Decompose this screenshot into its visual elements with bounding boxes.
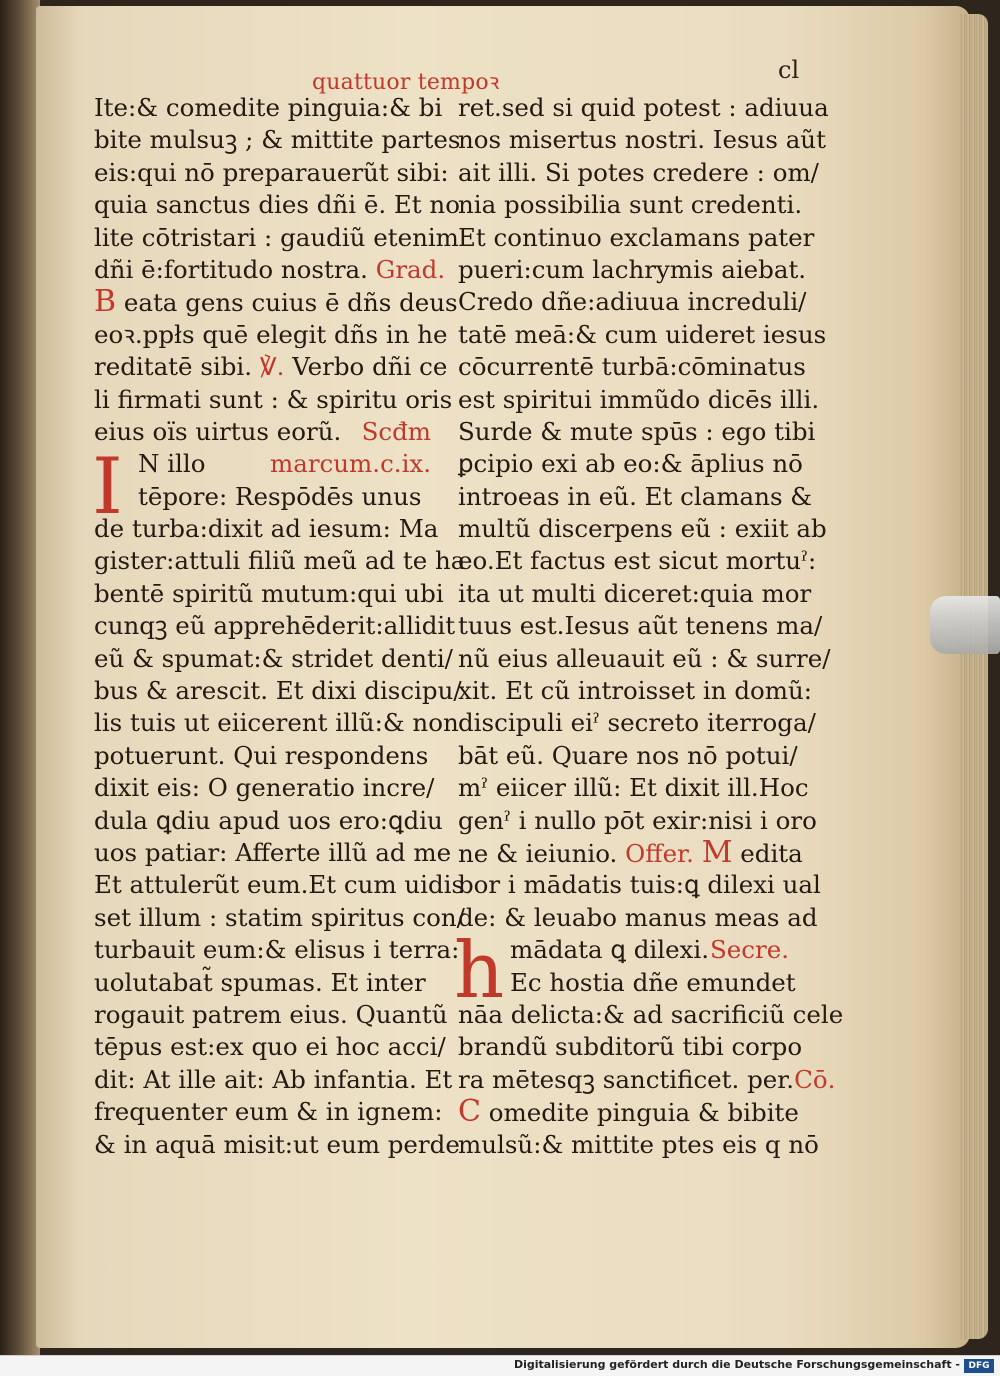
text-line: nāa delicta:& ad sacrificiũ cele	[458, 999, 844, 1029]
footer-credit: Digitalisierung gefördert durch die Deutsche Forschungsgemeinschaft -	[513, 1358, 960, 1371]
text-line	[94, 416, 439, 448]
text-line: brandũ subditorũ tibi corpo	[458, 1032, 803, 1062]
text-line	[94, 284, 458, 320]
text-line: dit: At ille ait: Ab infantia. Et	[94, 1064, 453, 1094]
text-line: lite cōtristari : gaudiũ etenim	[94, 222, 459, 252]
text-line: Surde & mute spūs : ego tibi	[458, 416, 816, 446]
text-line: eis:qui nō preparauerũt sibi:	[94, 157, 449, 187]
text-line: pueri:cum lachrymis aiebat.	[458, 254, 807, 284]
initial-c: C	[458, 1094, 481, 1130]
text-line: dixit eis: O generatio incre/	[94, 773, 435, 803]
text-line	[458, 1064, 836, 1096]
text-line: set illum : statim spiritus con/	[94, 902, 465, 932]
text-line: rogauit patrem eius. Quantũ	[94, 999, 448, 1029]
text-line: mˀ eiicer illũ: Et dixit ill.Hoc	[458, 773, 809, 803]
left-column	[94, 92, 466, 1161]
text-span: Verbo dñi ce	[292, 352, 448, 382]
text-line: & in aquā misit:ut eum perde	[94, 1129, 460, 1159]
text-line	[458, 934, 798, 966]
rubric-grad: Grad.	[375, 254, 446, 284]
text-line: li firmati sunt : & spiritu oris	[94, 384, 453, 414]
left-page-edge	[0, 0, 40, 1355]
text-line: xit. Et cũ introisset in domũ:	[458, 676, 813, 706]
right-column	[458, 92, 844, 1161]
book-clip	[930, 596, 1000, 654]
text-line: multũ discerpens eũ : exiit ab	[458, 514, 827, 544]
text-line: eũ & spumat:& stridet denti/	[94, 643, 453, 673]
text-line: discipuli eiˀ secreto iterroga/	[458, 708, 816, 738]
text-line: mulsũ:& mittite ptes eis q nō	[458, 1129, 819, 1159]
verse-mark: ℣.	[259, 352, 285, 382]
text-line: uolutabat̃ spumas. Et inter	[94, 967, 426, 997]
text-span: dñi ē:fortitudo nostra.	[94, 254, 368, 284]
text-line: ret.sed si quid potest : adiuua	[458, 93, 829, 122]
text-line: frequenter eum & in ignem:	[94, 1097, 443, 1127]
text-line: bāt eũ. Quare nos nō potui/	[458, 740, 798, 770]
text-line	[94, 448, 439, 480]
initial-h: h	[454, 926, 505, 1016]
text-span: ra mētesqꝫ sanctificet. per.	[458, 1064, 795, 1094]
text-line: introeas in eũ. Et clamans &	[458, 481, 813, 511]
initial-b: B	[94, 284, 117, 320]
rubric-marcum: marcum.c.ix.	[270, 449, 432, 479]
text-line: gister:attuli filiũ meũ ad te ha	[94, 546, 466, 576]
text-span: reditatē sibi.	[94, 352, 253, 382]
text-line: tēpore: Respōdēs unus	[138, 481, 422, 511]
text-line: bus & arescit. Et dixi discipu/	[94, 676, 462, 706]
text-line: ait illi. Si potes credere : om/	[458, 157, 819, 187]
folio-number: cl	[778, 56, 800, 84]
text-line	[94, 351, 448, 383]
text-line: ita ut multi diceret:quia mor	[458, 578, 812, 608]
text-line: bentē spiritũ mutum:qui ubi	[94, 578, 444, 608]
rubric-offer: Offer.	[625, 838, 694, 868]
text-line: nũ eius alleuauit eũ : & surre/	[458, 643, 831, 673]
text-line: de: & leuabo manus meas ad	[458, 902, 818, 932]
text-line: est spiritui immũdo dicēs illi.	[458, 384, 820, 414]
text-line: tatē meā:& cum uideret iesus	[458, 319, 827, 349]
text-line: dula ꝗdiu apud uos ero:ꝗdiu	[94, 805, 443, 835]
rubric-secre: Secre.	[710, 935, 790, 965]
text-span: edita	[740, 838, 803, 868]
text-line: turbauit eum:& elisus i terra:	[94, 935, 460, 965]
text-line: Et attulerũt eum.Et cum uidis	[94, 870, 465, 900]
text-line: bor i mādatis tuis:ꝗ dilexi ual	[458, 870, 821, 900]
initial-m: M	[701, 834, 733, 870]
text-line: genˀ i nullo pōt exir:nisi i oro	[458, 805, 817, 835]
text-span: eius oïs uirtus eorũ.	[94, 416, 342, 446]
text-line	[94, 254, 446, 286]
text-span: eata gens cuius ē dñs deus	[123, 288, 458, 318]
initial-i: I	[92, 442, 123, 532]
text-line: Ec hostia dñe emundet	[510, 967, 796, 997]
text-line: Ite:& comedite pinguia:& bi	[94, 93, 443, 122]
text-line: lis tuis ut eiicerent illũ:& non	[94, 708, 459, 738]
text-span: ne & ieiunio.	[458, 838, 618, 868]
text-line	[458, 834, 803, 870]
text-line: Credo dñe:adiuua increduli/	[458, 287, 807, 317]
text-line: quia sanctus dies dñi ē. Et no	[94, 190, 460, 220]
footer-bar	[0, 1355, 1000, 1376]
text-line: bite mulsuꝫ ; & mittite partes	[94, 125, 461, 155]
text-line: cunqꝫ eũ apprehēderit:allidit	[94, 611, 456, 641]
rubric-co: Cō.	[794, 1064, 836, 1094]
text-line	[458, 1096, 798, 1128]
text-line: eoꝛ.ppłs quē elegit dñs in he	[94, 319, 448, 349]
text-span: omedite pinguia & bibite	[488, 1098, 799, 1128]
text-line: nia possibilia sunt credenti.	[458, 190, 803, 220]
text-span: mādata ꝗ dilexi.	[510, 935, 710, 965]
text-line: cōcurrentē turbā:cōminatus	[458, 352, 806, 382]
text-line: ꝑcipio exi ab eo:& āplius nō	[458, 449, 803, 479]
text-line: uos patiar: Afferte illũ ad me	[94, 837, 452, 867]
text-line: Et continuo exclamans pater	[458, 222, 815, 252]
text-span: N illo	[138, 449, 206, 479]
text-line: tēpus est:ex quo ei hoc acci/	[94, 1032, 446, 1062]
rubric-secdm: Scđm	[361, 416, 431, 446]
dfg-logo: DFG	[964, 1359, 994, 1373]
text-line: eo.Et factus est sicut mortuˀ:	[458, 546, 817, 576]
text-line: nos misertus nostri. Iesus aũt	[458, 125, 826, 155]
running-head: quattuor tempoꝛ	[312, 70, 500, 95]
text-line: potuerunt. Qui respondens	[94, 740, 429, 770]
text-line: tuus est.Iesus aũt tenens ma/	[458, 611, 823, 641]
page-edges	[960, 14, 988, 1339]
text-line: de turba:dixit ad iesum: Ma	[94, 514, 439, 544]
